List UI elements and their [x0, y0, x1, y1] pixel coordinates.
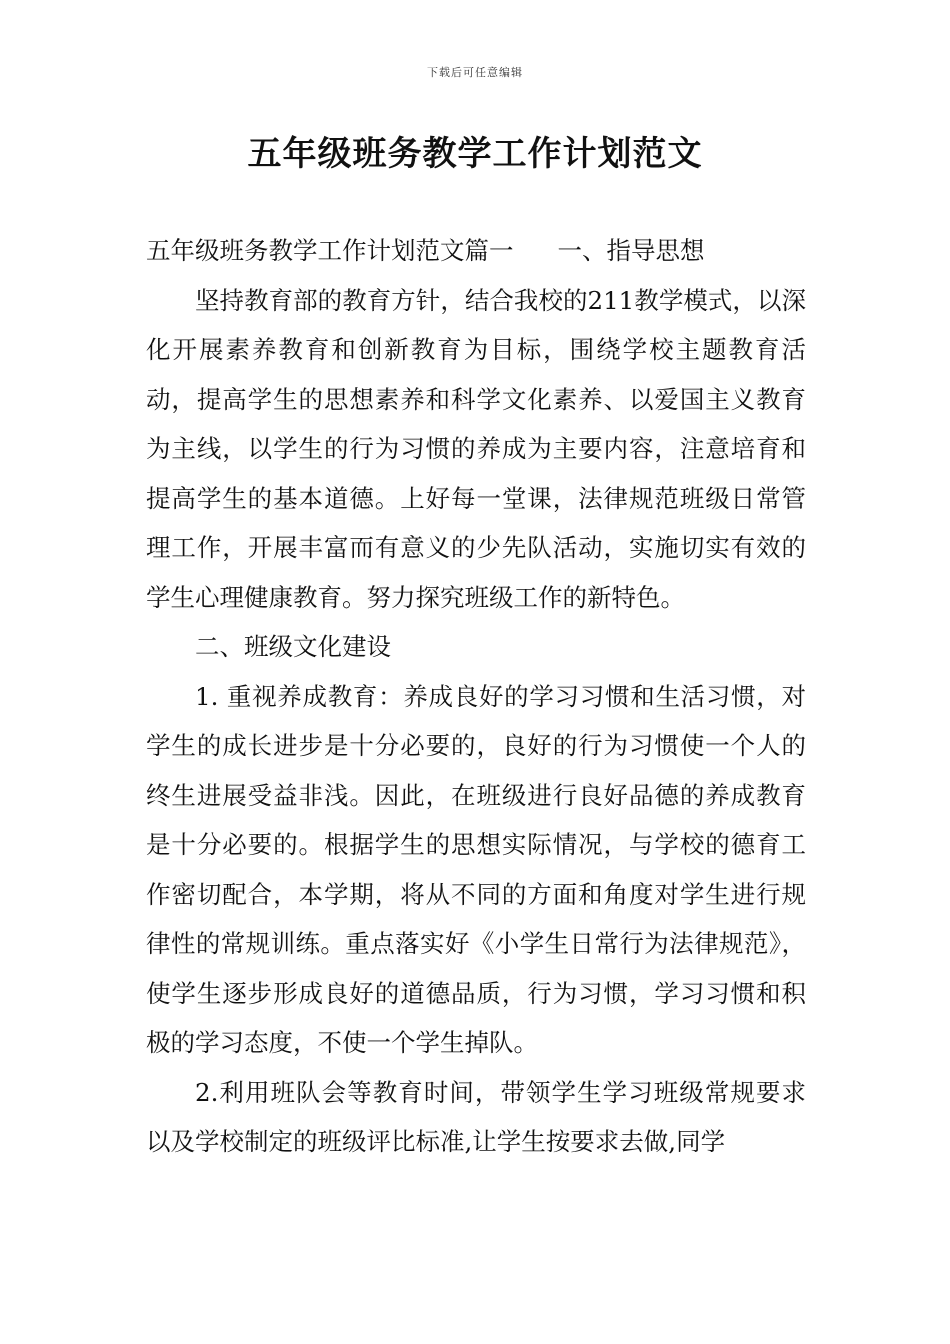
document-title: 五年级班务教学工作计划范文: [247, 134, 703, 174]
paragraph-habit-education: 1. 重视养成教育：养成良好的学习习惯和生活习惯，对学生的成长进步是十分必要的，良好的行为习惯使一个人的终生进展受益非浅。因此，在班级进行良好品德的养成教育是十分必要的。根据学生的思想实际情况，与学校的德育工作密切配合，本学期，将从不同的方面和角度对学生进行规律性的常规训练。重点落实好《小学生日常行为法律规范》，使学生逐步形成良好的道德品质，行为习惯，学习习惯和积极的学习态度，不使一个学生掉队。: [146, 681, 806, 1057]
heading-class-culture: 二、班级文化建设: [195, 632, 391, 661]
paragraph-guiding-thought: 坚持教育部的教育方针，结合我校的211教学模式，以深化开展素养教育和创新教育为目标，围绕学校主题教育活动，提高学生的思想素养和科学文化素养、以爱国主义教育为主线，以学生的行为习惯的养成为主要内容，注意培育和提高学生的基本道德。上好每一堂课，法律规范班级日常管理工作，开展丰富而有意义的少先队活动，实施切实有效的学生心理健康教育。努力探究班级工作的新特色。: [146, 285, 806, 612]
header-note: 下载后可任意编辑: [427, 66, 523, 79]
section-heading: 一、指导思想: [557, 236, 705, 265]
section-part-label: 五年级班务教学工作计划范文篇一: [146, 236, 514, 265]
paragraph-class-meeting: 2.利用班队会等教育时间，带领学生学习班级常规要求以及学校制定的班级评比标准,让学生按要求去做,同学: [146, 1077, 806, 1156]
section-line: [146, 226, 806, 276]
document-body: [146, 226, 806, 1167]
